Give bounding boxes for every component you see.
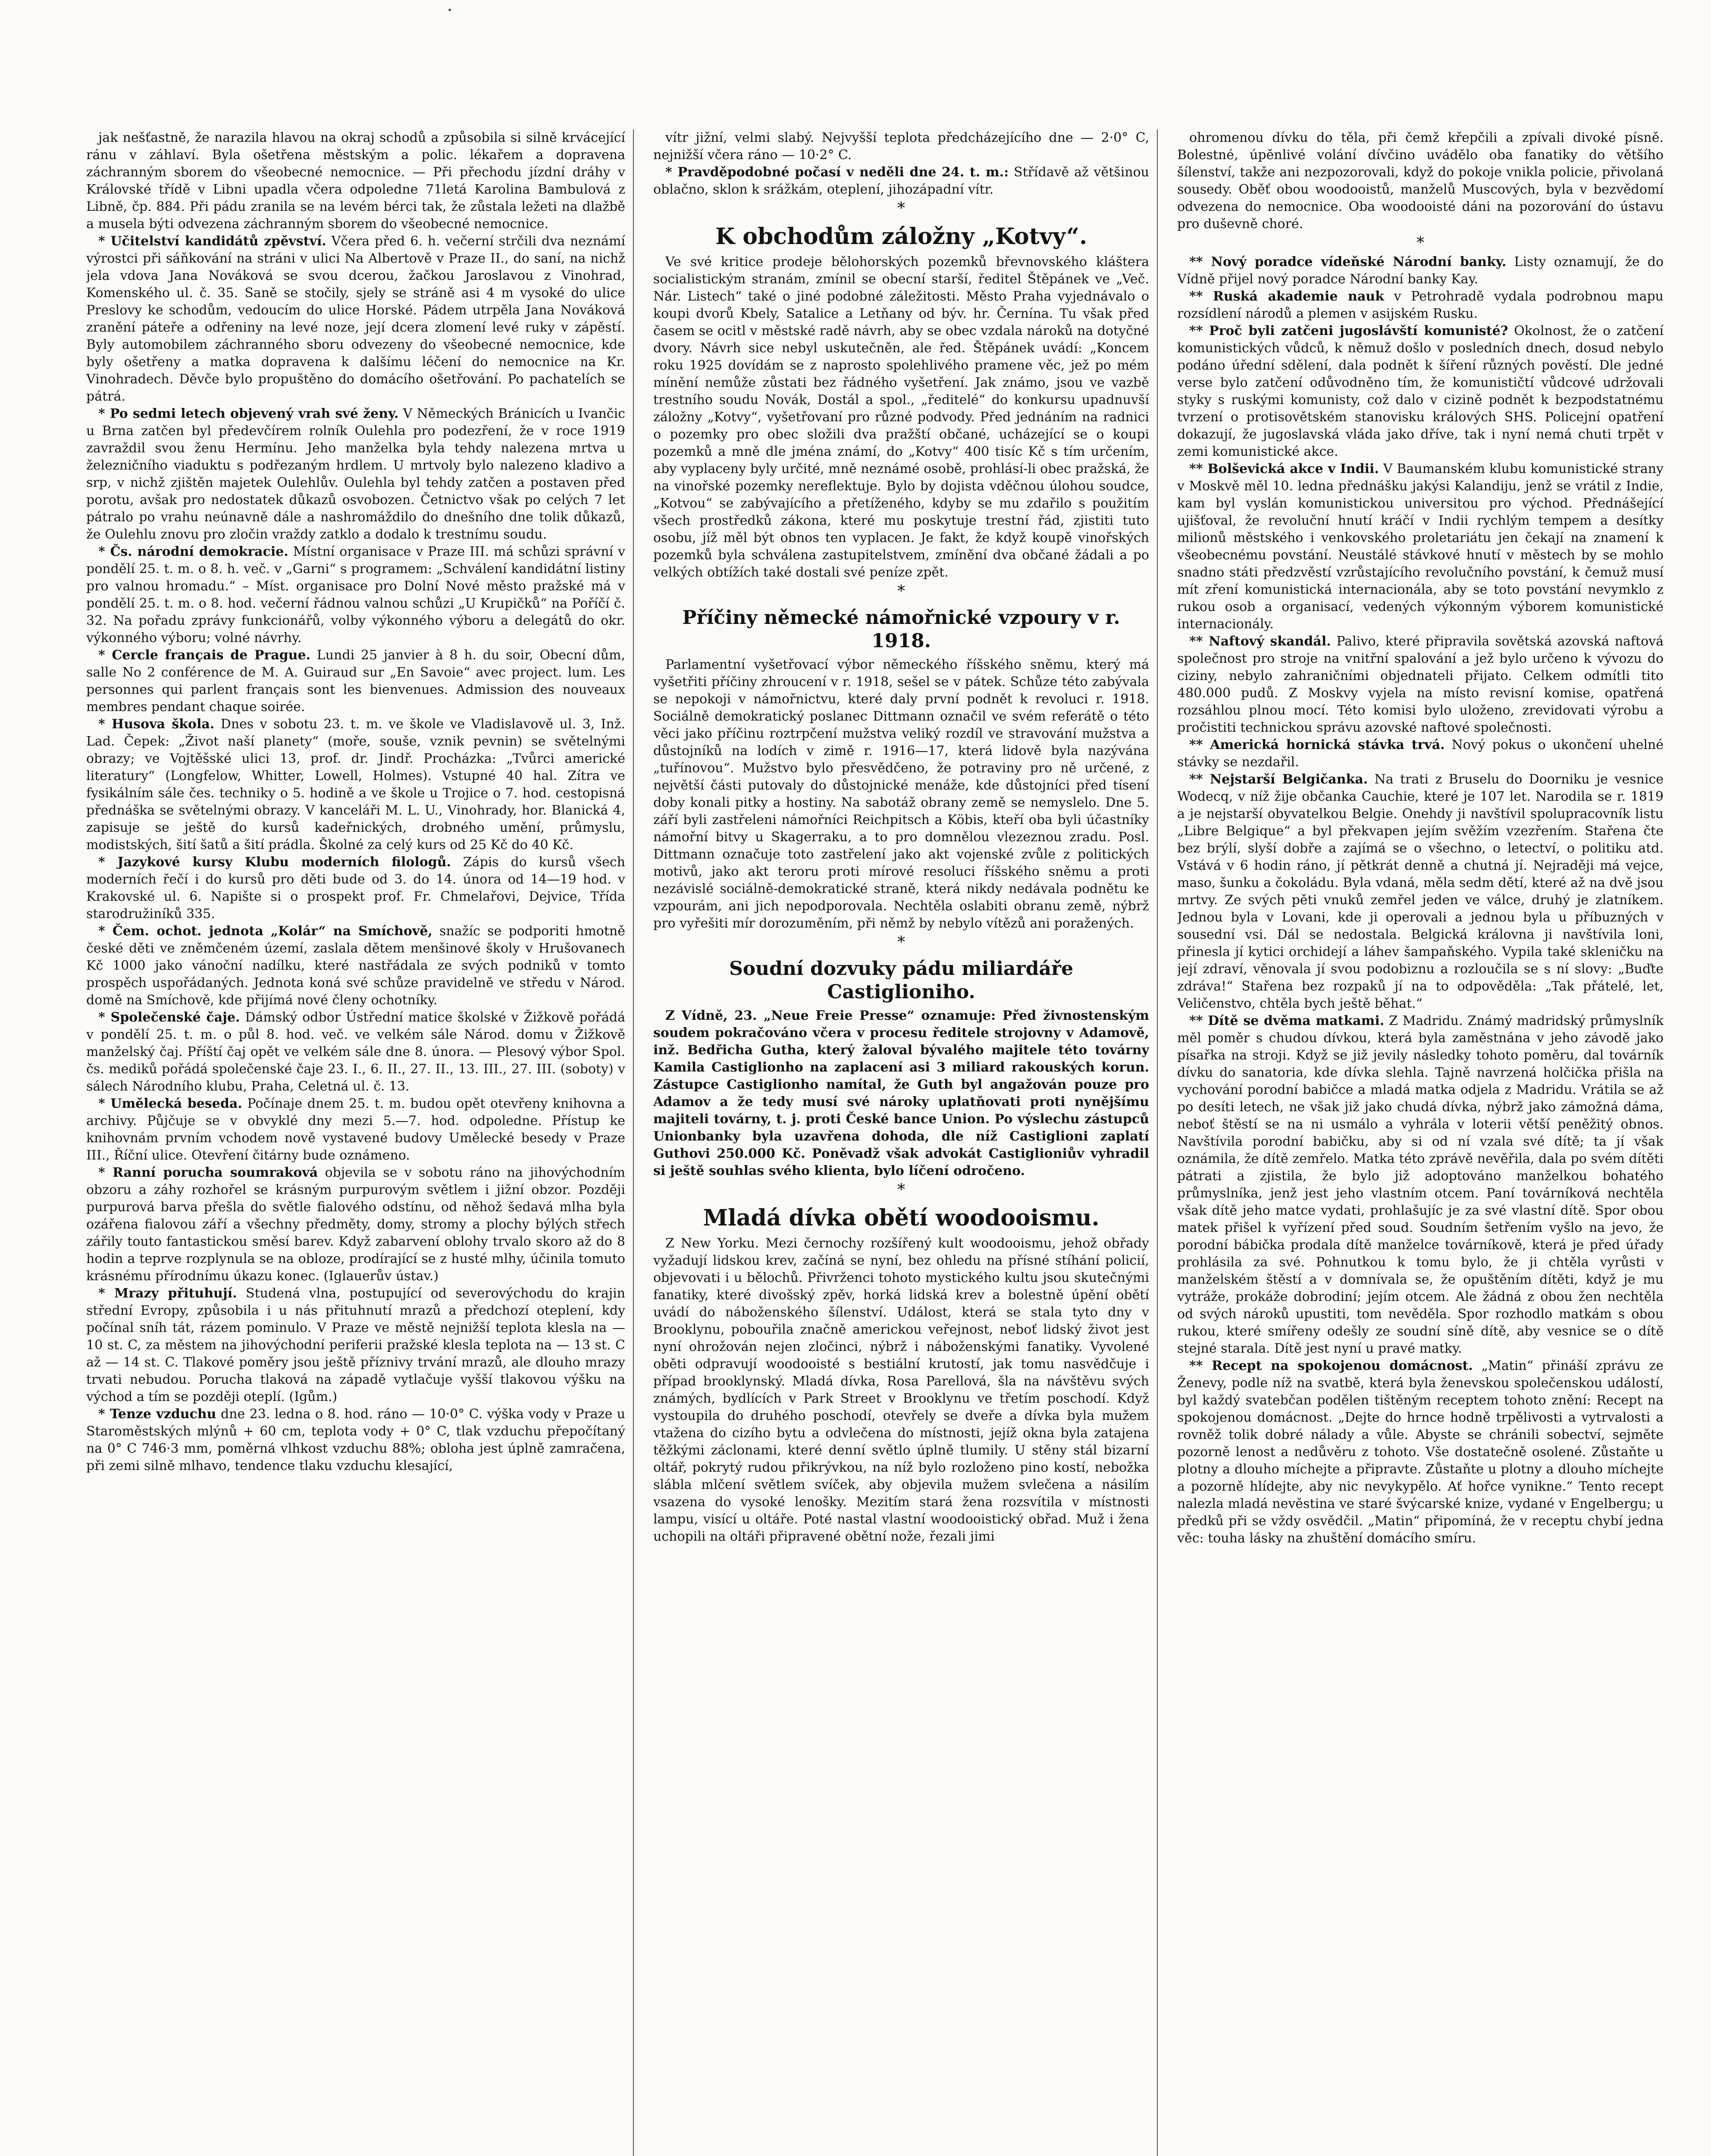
article-lead: * Cercle français de Prague. <box>98 648 310 663</box>
article-text: Listy oznamují, že do Vídně přijel nový poradce Národní banky Kay. <box>1177 254 1664 287</box>
article-paragraph <box>1177 129 1664 233</box>
article-lead: ** Recept na spokojenou domácnost. <box>1189 1358 1473 1373</box>
section-separator: * <box>897 583 905 600</box>
article-headline: K obchodům záložny „Kotvy“. <box>715 223 1087 250</box>
article-text: Nový pokus o ukončení uhelné stávky se nezdařil. <box>1177 737 1664 770</box>
article-paragraph <box>653 1007 1149 1180</box>
article-lead: ** Americká hornická stávka trvá. <box>1189 737 1445 752</box>
article-paragraph <box>86 405 625 543</box>
article-lead: * Čs. národní demokracie. <box>98 544 288 559</box>
columns <box>86 129 1664 2156</box>
section-separator: * <box>1416 234 1424 252</box>
article-paragraph <box>86 1164 625 1285</box>
article-text: Okolnost, že o zatčení komunistických vůdců, k němuž došlo v posledních dnech, dosud nebylo podáno úřední sdělení, dala podnět k šíření různých pověstí. Dle jedné verse bylo zatčení odůvodněno tím, že komunističtí vůdcové udržovali styky s ruskými komunisty, což dalo v cizině podnět k bezpodstatnému tvrzení o protisovětském stanovisku králových SHS. Policejní opatření dokazují, že jugoslavská vláda jako dříve, tak i nyní nemá chuti trpět v zemi komunistické akce. <box>1177 323 1664 459</box>
article-text: Z Madridu. Známý madridský průmyslník měl poměr s chudou dívkou, která byla zaměstnána v jeho závodě jako písařka na stroji. Když se již jevily následky tohoto poměru, dal továrník dívku do sanatoria, kde dívka slehla. Tajně navrzená holčička přišla na vychování porodní babičce a mladá matka odjela z Madridu. Vrátila se až po desíti letech, ne však již jako chudá dívka, nýbrž jako zámožná dáma, neboť štěstí se na ni usmálo a vyhrála v loterii větší peněžitý obnos. Navštívila porodní babičku, aby si od ní vzala své dítě; ta jí však oznámila, že dítě zemřelo. Matka této zprávě nevěřila, dala po svém dítěti pátrati a zjistila, že bylo již adoptováno manželkou bohatého průmyslníka, jenž jest jeho vlastním otcem. Paní továrníková nechtěla však dítě jeho matce vydati, prohlašujíc je za své vlastní dítě. Spor obou matek přišel k vyřízení před soud. Soudním šetřením vyšlo na jevo, že porodní bábička prodala dítě manželce továrníkově, která je před úřady prohlásila za své. Pohnutkou k tomu bylo, že ji chtěla vyrůsti v manželském štěstí a v domnívala se, že opuštěním dítěti, když je mu vytráže, prokáže dobrodiní; jejím otcem. Ale žádná z obou žen nechtěla od svých nároků upustiti, tom nevěděla. Spor rozhodlo matkám s obou rukou, které smířeny odešly ze soudní síně dítě, aby vesnice se o dítě stejné starala. Dítě jest nyní u pravé matky. <box>1177 1013 1664 1356</box>
article-lead: ** Nejstarší Belgičanka. <box>1189 772 1368 787</box>
article-headline: Mladá dívka obětí woodooismu. <box>703 1205 1100 1231</box>
article-lead: ** Proč byli zatčeni jugoslávští komunisté? <box>1189 323 1508 338</box>
article-paragraph <box>86 129 625 233</box>
article-text: V Německých Bránicích u Ivančic u Brna zatčen byl předevčírem rolník Oulehla pro podezření, že v roce 1919 zavraždil svou ženu Hermínu. Jeho manželka byla tehdy nalezena mrtva u železničního viaduktu s podřezaným hrdlem. U mrtvoly bylo nalezeno kladivo a srp, v nichž zjištěn majetek Oulehlův. Oulehla byl tehdy zatčen a postaven před porotu, avšak pro nedostatek důkazů osvobozen. Četnictvo však po celých 7 let pátralo po vrahu neúnavně dále a nashromáždilo do dnešního dne tolik důkazů, že Oulehlu znovu pro zločin vraždy zatklo a dodalo k trestnímu soudu. <box>86 406 625 542</box>
column-1 <box>86 129 634 2156</box>
article-paragraph <box>86 854 625 923</box>
article-text: Lundi 25 janvier à 8 h. du soir, Obecní dům, salle No 2 conférence de M. A. Guiraud sur „En Savoie“ avec project. lum. Les personnes qui parlent français sont les bienvenues. Admission des nouveaux membres pendant chaque soirée. <box>86 648 626 714</box>
article-text: Z New Yorku. Mezi černochy rozšířený kult woodooismu, jehož obřady vyžadují lidskou krev, začíná se nyní, bez ohledu na přísné stíhání policií, objevovati i u bělochů. Přivrženci tohoto mystického kultu jsou skutečnými fanatiky, které divošský zpěv, horká lidská krev a bolestně úpění obětí uvádí do náboženského šílenství. Událost, která se stala tyto dny v Brooklynu, pobouřila značně americkou veřejnost, neboť lidský život jest nyní ohrožován nejen zločinci, nýbrž i náboženskými fanatiky. Vyvolené oběti odpravují woodooisté s bestiální krutostí, jak tomu nasvědčuje i případ brooklynský. Mladá dívka, Rosa Parellová, šla na návštěvu svých známých, bydlících v Park Street v Brooklynu ve třetím poschodí. Když vystoupila do druhého poschodí, otevřely se dveře a dívka byla mužem vtažena do cizího bytu a odvlečena do místnosti, jejíž okna byla zatajena těžkými záclonami, které denní světlo úplně tlumily. U stěny stál bizarní oltář, pokrytý rudou přikrývkou, na níž bylo rozloženo pino kostí, nebožka slábla mlčení světlem svíček, aby objevila mužem svlečena a násilím vsazena do vysoké lenošky. Mezitím stará žena rozsvítila v místnosti lampu, visící u oltáře. Poté nastal vlastní woodooistický obřad. Muž i žena uchopili na oltáři připravené obětní nože, řezali jimi <box>653 1236 1149 1544</box>
article-text: Na trati z Bruselu do Doorniku je vesnice Wodecq, v níž žije občanka Cauchie, které je 107 let. Narodila se r. 1819 a je nejstarší obyvatelkou Belgie. Onehdy ji navštívil spolupracovník listu „Libre Belgique“ a byl překvapen jejím svěžím vzezřením. Stařena čte bez brýlí, slyší dobře a zajímá se o všechno, o letectví, o politiku atd. Vstává v 6 hodin ráno, jí pětkrát denně a chutná jí. Nejraději má vejce, maso, šunku a čokoládu. Byla vdaná, měla sedm dětí, které až na dvě jsou mrtvy. Ze svých pěti vnuků zemřel jeden ve válce, druhý je zlatníkem. Jednou byla v Lovani, kde ji operovali a jednou byla u příbuzných v sousední vsi. Dál se nedostala. Belgická královna ji navštívila loni, přinesla jí kytici orchidejí a láhev šampaňského. Vypila také skleničku na její zdraví, věnovala jí svou podobiznu a rozloučila se s ní slovy: „Buďte zdráva!“ Stařena bez rozpaků jí na to odpověděla: „Tak přátelé, let, Veličenstvo, chtěla bych ještě běhat.“ <box>1177 772 1664 1011</box>
article-paragraph <box>1177 254 1664 288</box>
article-text: Střídavě až většinou oblačno, sklon k srážkám, oteplení, jihozápadní vítr. <box>653 165 1149 197</box>
article-text: vítr jižní, velmi slabý. Nejvyšší teplota předcházejícího dne — 2·0° C, nejnižší včera ráno — 10·2° C. <box>653 130 1149 163</box>
article-lead: * Ranní porucha soumraková <box>98 1165 318 1180</box>
article-lead: ** Dítě se dvěma matkami. <box>1189 1013 1385 1028</box>
article-paragraph <box>653 129 1149 164</box>
column-2 <box>653 129 1158 2156</box>
article-text: dne 23. ledna o 8. hod. ráno — 10·0° C. výška vody v Praze u Staroměstských mlýnů + 60 cm, teplota vody + 0° C, tlak vzduchu přepočítaný na 0° C 746·3 mm, poměrná vlhkost vzduchu 88%; obloha jest úplně zamračena, při zemi silně mlhavo, tendence tlaku vzduchu klesající, <box>86 1407 625 1473</box>
column-3 <box>1177 129 1664 2156</box>
article-text: Studená vlna, postupující od severovýchodu do krajin střední Evropy, způsobila i u nás přituhnutí mrazů a předchozí oteplení, kdy počínal sníh tát, rázem pominulo. V Praze ve městě nejnižší teplota klesla na — 10 st. C, za městem na jihovýchodní periferii pražské klesla teplota na — 13 st. C až — 14 st. C. Tlakové poměry jsou ještě příznivy trvání mrazů, ale dlouho mrazy trvati nebudou. Porucha tlaková na západě vytlačuje vyšší tlakovou výšku na východ a tím se později oteplí. (Igům.) <box>86 1286 625 1404</box>
article-paragraph <box>1177 323 1664 461</box>
article-lead: ** Nový poradce vídeňské Národní banky. <box>1189 254 1507 270</box>
article-text: Dámský odbor Ústřední matice školské v Žižkově pořádá v pondělí 25. t. m. o půl 8. hod. več. ve velkém sále Národ. domu v Žižkově manželský čaj. Příští čaj opět ve velkém sále dne 8. února. — Plesový výbor Spol. čs. mediků pořádá společenské čaje 23. I., 6. II., 27. II., 13. III., 27. III. (soboty) v sálech Národního klubu, Praha, Celetná ul. č. 13. <box>86 1010 625 1094</box>
article-text: V Baumanském klubu komunistické strany v Moskvě měl 10. ledna přednášku jakýsi Kalandiju, jenž se vrátil z Indie, kam byl vyslán komunistickou universitou pro východ. Přednášející ujišťoval, že revoluční hnutí kráčí v Indii rychlým tempem a desítky milionů městského i venkovského proletariátu jen čekají na znamení k všeobecnému povstání. Neustálé stávkové hnutí v městech by se mohlo snadno státi předzvěstí vzrůstajícího revolučního povstání, k čemuž musí mít zření komunistická internacionála, aby se toto povstání nevymklo z rukou osob a organisací, vedených výkonným výborem komunistické internacionály. <box>1177 461 1664 632</box>
article-lead: * Pravděpodobné počasí v neděli dne 24. t. m.: <box>665 165 1009 180</box>
article-lead: * Husova škola. <box>98 717 215 732</box>
article-lead: * Mrazy přituhují. <box>98 1286 237 1301</box>
article-text: Místní organisace v Praze III. má schůzi správní v pondělí 25. t. m. o 8. h. več. v „Garni“ s programem: „Schválení kandidátní listiny pro valnou hromadu.“ – Míst. organisace pro Dolní Nové město pražské má v pondělí 25. t. m. o 8. hod. večerní řádnou valnou schůzi „U Krupičků“ na Poříčí č. 32. Na pořadu zprávy funkcionářů, volby výkonného výboru a delegátů do okr. výkonného výboru; volné návrhy. <box>86 544 626 646</box>
section-separator: * <box>897 1181 905 1199</box>
article-headline: Příčiny německé námořnické vzpoury v r. 1918. <box>682 607 1120 652</box>
article-lead: * Po sedmi letech objevený vrah své ženy. <box>98 406 399 421</box>
scan-speck <box>448 9 451 11</box>
article-text: Palivo, které připravila sovětská azovská naftová společnost pro stroje na vnitřní spalování a jež bylo určeno k vývozu do ciziny, nebylo zahraničními objednateli přijato. Celkem odmítli tito 480.000 pudů. Z Moskvy vyjela na místo revisní komise, opatřená rozsáhlou plnou mocí. Této komisi bylo uloženo, zrevidovati výrobu a pročistiti technickou správu azovské naftové společnosti. <box>1177 634 1664 735</box>
article-paragraph <box>86 1009 625 1095</box>
article-paragraph <box>86 1095 625 1164</box>
article-lead: * Umělecká beseda. <box>98 1096 242 1111</box>
article-lead: ** Ruská akademie nauk <box>1189 289 1384 304</box>
article-text: Zápis do kursů všech moderních řečí i do kursů pro děti bude od 3. do 14. února od 14—19 hod. v Krakovské ul. 6. Napište si o prospekt prof. Fr. Chmelařovi, Dejvice, Třída starodružiníků 335. <box>86 855 626 921</box>
article-paragraph <box>1177 736 1664 771</box>
article-lead: ** Bolševická akce v Indii. <box>1189 461 1379 476</box>
article-headline: Soudní dozvuky pádu miliardáře Castiglioniho. <box>729 958 1074 1003</box>
article-text: Včera před 6. h. večerní strčili dva neznámí výrostci při sáňkování na stráni v ulici Na Albertově v Praze II., do saní, na nichž jela vdova Jana Nováková se svou dcerou, žačkou Jaroslavou z Vinohrad, Komenského ul. č. 35. Saně se stočily, sjely se stráně asi 4 m vysoké do ulice Preslovy ke schodům, vedoucím do ulice Horské. Pádem utrpěla Jana Nováková zranění páteře a odřeniny na levé noze, její dcera zlomení levé ruky v zápěstí. Byly automobilem záchranného sboru odvezeny do všeobecné nemocnice, kde byly ošetřeny a matka dopravena k dalšímu léčení do nemocnice na Kr. Vinohradech. Děvče bylo propuštěno do domácího ošetřování. Po pachatelích se pátrá. <box>86 234 625 404</box>
article-paragraph <box>86 923 625 1009</box>
article-paragraph <box>86 1406 625 1475</box>
article-paragraph <box>1177 1012 1664 1357</box>
article-text: „Matin“ přináší zprávu ze Ženevy, podle níž na svatbě, která byla ženevskou společenskou událostí, byl každý svatebčan podělen tištěným receptem tohoto znění: Recept na spokojenou domácnost. „Dejte do hrnce hodně trpělivosti a vytrvalosti a rovněž tolik dobré nálady a vůle. Abyste se chránili sobectví, sejměte pozorně lenost a nedůvěru z tohoto. Vše dostatečně osolené. Zůstaňte u plotny a dlouho míchejte a připravte. Zůstaňte u plotny a dlouho míchejte a pozorně hlídejte, aby nic nevykypělo. Ať hořce vynikne.“ Tento recept nalezla mladá nevěstina ve staré švýcarské knize, vydané v Engelbergu; u předků při se vždy osvědčil. „Matin“ připomíná, že v receptu chybí jedna věc: touha lásky na zhuštění domácího smíru. <box>1177 1358 1664 1546</box>
article-paragraph <box>86 543 625 647</box>
article-text: Z Vídně, 23. „Neue Freie Presse“ oznamuje: Před živnostenským soudem pokračováno včera v procesu ředitele strojovny v Adamově, inž. Bedřicha Gutha, který žaloval bývalého majitele této továrny Kamila Castiglionho na zaplacení asi 3 miliard rakouských korun. Zástupce Castiglionho namítal, že Guth byl angažován pouze pro Adamov a že tedy musí své nároky uplatňovati proti nynějšímu majiteli továrny, t. j. proti České bance Union. Po výslechu zástupců Unionbanky byla uzavřena dohoda, dle níž Castiglioni zaplatí Guthovi 250.000 Kč. Poněvadž však advokát Castiglioniův vyhradil si ještě souhlas svého klienta, bylo líčení odročeno. <box>653 1008 1149 1178</box>
article-lead: * Čem. ochot. jednota „Kolár“ na Smíchově, <box>98 924 432 939</box>
article-paragraph <box>653 656 1149 932</box>
article-text: Ve své kritice prodeje bělohorských pozemků břevnovského kláštera socialistickým stranám, zmínil se obecní starší, ředitel Štěpánek ve „Več. Nár. Listech“ také o jiné podobné záležitosti. Město Praha vyjednávalo o koupi dvorů Kbely, Satalice a Letňany od býv. hr. Černína. Tu však před časem se ocitl v městské radě návrh, aby se obec vzdala nároků na dotyčné dvory. Návrh sice nebyl uskutečněn, ale řed. Štěpánek uvádí: „Koncem roku 1925 dovídám se z naprosto spolehlivého pramene věc, jež po mém mínění nemůže zůstati bez řádného vyšetření. Jak známo, jsou ve vazbě trestního soudu Novák, Dostál a spol., „ředitelé“ do konkursu upadnuvší záložny „Kotvy“, vyšetřovaní pro různé podvody. Před jednáním na radnici o pozemky pro obec složili dva pražští občané, ucházející se o koupi pozemků a mně dle jména známí, do „Kotvy“ 400 tisíc Kč s tím určením, aby vyplaceny byly určité, mně neznámé osobě, prohlásí-li obec pražská, že na vinořské pozemky nereflektuje. Bylo by dojista vděčnou úlohou soudce, „Kotvou“ se zabývajícího a přetíženého, kdyby se mu zdařilo s použitím všech prostředků zákona, které mu poskytuje trestní řád, zjistiti tuto osobu, jíž měl být obnos ten vyplacen. Je fakt, že když koupě vinořských pozemků byla schválena zastupitelstvem, zmínění dva občané žádali a po velkých obtížích také dostali své peníze zpět. <box>653 254 1149 580</box>
article-text: v Petrohradě vydala podrobnou mapu rozsídlení národů a plemen v asijském Rusku. <box>1177 289 1664 321</box>
article-lead: * Společenské čaje. <box>98 1010 240 1025</box>
article-text: jak nešťastně, že narazila hlavou na okraj schodů a způsobila si silně krvácející ránu v záhlaví. Byla ošetřena městským a polic. lékařem a dopravena záchranným sborem do všeobecné nemocnice. — Při přechodu jízdní dráhy v Královské třídě v Libni upadla včera odpoledne 71letá Karolina Bambulová z Libně, čp. 884. Při pádu zranila se na levém bérci tak, že zůstala ležeti na dlažbě a musela býti odvezena záchranným sborem do všeobecné nemocnice. <box>86 130 625 232</box>
article-lead: * Učitelství kandidátů zpěvství. <box>98 234 326 249</box>
article-paragraph <box>1177 288 1664 323</box>
article-paragraph <box>653 164 1149 198</box>
article-text: Dnes v sobotu 23. t. m. ve škole ve Vladislavově ul. 3, Inž. Lad. Čepek: „Život naší planety“ (moře, souše, vznik pevnin) se světelnými obrazy; ve Vojtěšské ulici 13, prof. dr. Jindř. Procházka: „Tvůrci americké literatury“ (Longfelow, Whitter, Lowell, Holmes). Vstupné 40 hal. Zítra ve fysikálním sále čes. techniky o 5. hodině a ve škole u Trojice o 7. hod. cestopisná přednáška se světelnými obrazy. V kanceláři M. L. U., Vinohrady, hor. Blanická 4, zapisuje se ještě do kursů kadeřnických, drobného umění, průmyslu, modistských, šití šatů a šití prádla. Školné za celý kurs od 25 Kč do 40 Kč. <box>86 717 625 852</box>
article-paragraph <box>653 1235 1149 1545</box>
article-lead: * Tenze vzduchu <box>98 1407 216 1422</box>
article-text: Parlamentní vyšetřovací výbor německého říšského sněmu, který má vyšetřiti příčiny zhroucení v r. 1918, sešel se v pátek. Schůze této zabývala se nepokoji v námořnictvu, které daly první podnět k revoluci r. 1918. Sociálně demokratický poslanec Dittmann označil ve svém referátě o této věci jako příčinu roztrpčení mužstva veliký rozdíl ve stravování mužstva a důstojníků na lodích v zimě r. 1916—17, která lidově byla nazývána „tuřínovou“. Mužstvo bylo přesvědčeno, že potraviny pro ně určené, z největší části putovaly do důstojnické menáže, kde důstojníci před tísení doby konali pitky a hostiny. Na sabotáž obrany země se nemyslelo. Dne 5. září byli zastřeleni námořníci Reichpitsch a Köbis, kteří oba byli účastníky námořní bitvy u Skagerraku, a to pro domnělou vlezeznou zradu. Posl. Dittmann označuje toto zastřelení jako akt vojenské zvůle z politických motivů, jako akt teroru proti mírové resoluci říšského sněmu a proti nezávislé sociálně-demokratické straně, která nikdy nedávala podnětu ke vzpourám, ani jich nepodporovala. Nechtěla oslabiti obranu země, nýbrž pro vyřešiti mír dorozuměním, při němž by nebylo vítězů ani poražených. <box>653 657 1149 931</box>
section-separator: * <box>897 200 905 217</box>
article-paragraph <box>1177 1357 1664 1547</box>
article-text: objevila se v sobotu ráno na jihovýchodním obzoru a záhy rozhořel se krásným purpurovým světlem i jižní obzor. Později purpurová barva přešla do světle fialového odstínu, od něhož šedavá mlha byla ozářena fialovou září a všechny předměty, domy, stromy a plochy býlých střech zářily touto fantastickou směsí barev. Když zabarvení oblohy trvalo skoro až do 8 hodin a teprve rozplynula se na obloze, prodírající se z husté mlhy, účinila tomuto krásnému přírodnímu úkazu konec. (Iglauerův ústav.) <box>86 1165 625 1284</box>
article-paragraph <box>86 1285 625 1406</box>
article-paragraph <box>86 233 625 405</box>
article-paragraph <box>86 716 625 854</box>
article-text: snažíc se podporiti hmotně české děti ve zněmčeném území, zaslala dětem menšinové školy v Hrušovanech Kč 1000 jako vánoční nadílku, které nastřádala ze svých podniků v tomto prospěch uspořádaných. Jednota koná své schůze pravidelně ve středu v Národ. domě na Smíchově, kde přijímá nové členy ochotníky. <box>86 924 625 1008</box>
article-paragraph <box>1177 771 1664 1012</box>
section-separator: * <box>897 934 905 951</box>
article-paragraph <box>86 647 625 716</box>
article-text: Počínaje dnem 25. t. m. budou opět otevřeny knihovna a archivy. Půjčuje se v obvyklé dny mezi 5.—7. hod. odpoledne. Přístup ke knihovnám prvním vchodem nově vystavené budovy Umělecké besedy v Praze III., Říční ulice. Otevření čitárny bude oznámeno. <box>86 1096 625 1163</box>
article-paragraph <box>653 254 1149 581</box>
article-text: ohromenou dívku do těla, při čemž křepčili a zpívali divoké písně. Bolestné, úpěnlivé volání dívčino uvádělo oba fanatiky do většího šílenství, takže ani nezpozorovali, když do pokoje vnikla policie, přivolaná sousedy. Oběť obou woodooistů, manželů Muscových, byla v bezvědomí odvezena do nemocnice. Oba woodooisté dáni na pozorování do ústavu pro duševně choré. <box>1177 130 1664 232</box>
article-paragraph <box>1177 633 1664 736</box>
article-lead: * Jazykové kursy Klubu moderních filologů. <box>98 855 451 870</box>
article-paragraph <box>1177 461 1664 633</box>
article-lead: ** Naftový skandál. <box>1189 634 1331 649</box>
